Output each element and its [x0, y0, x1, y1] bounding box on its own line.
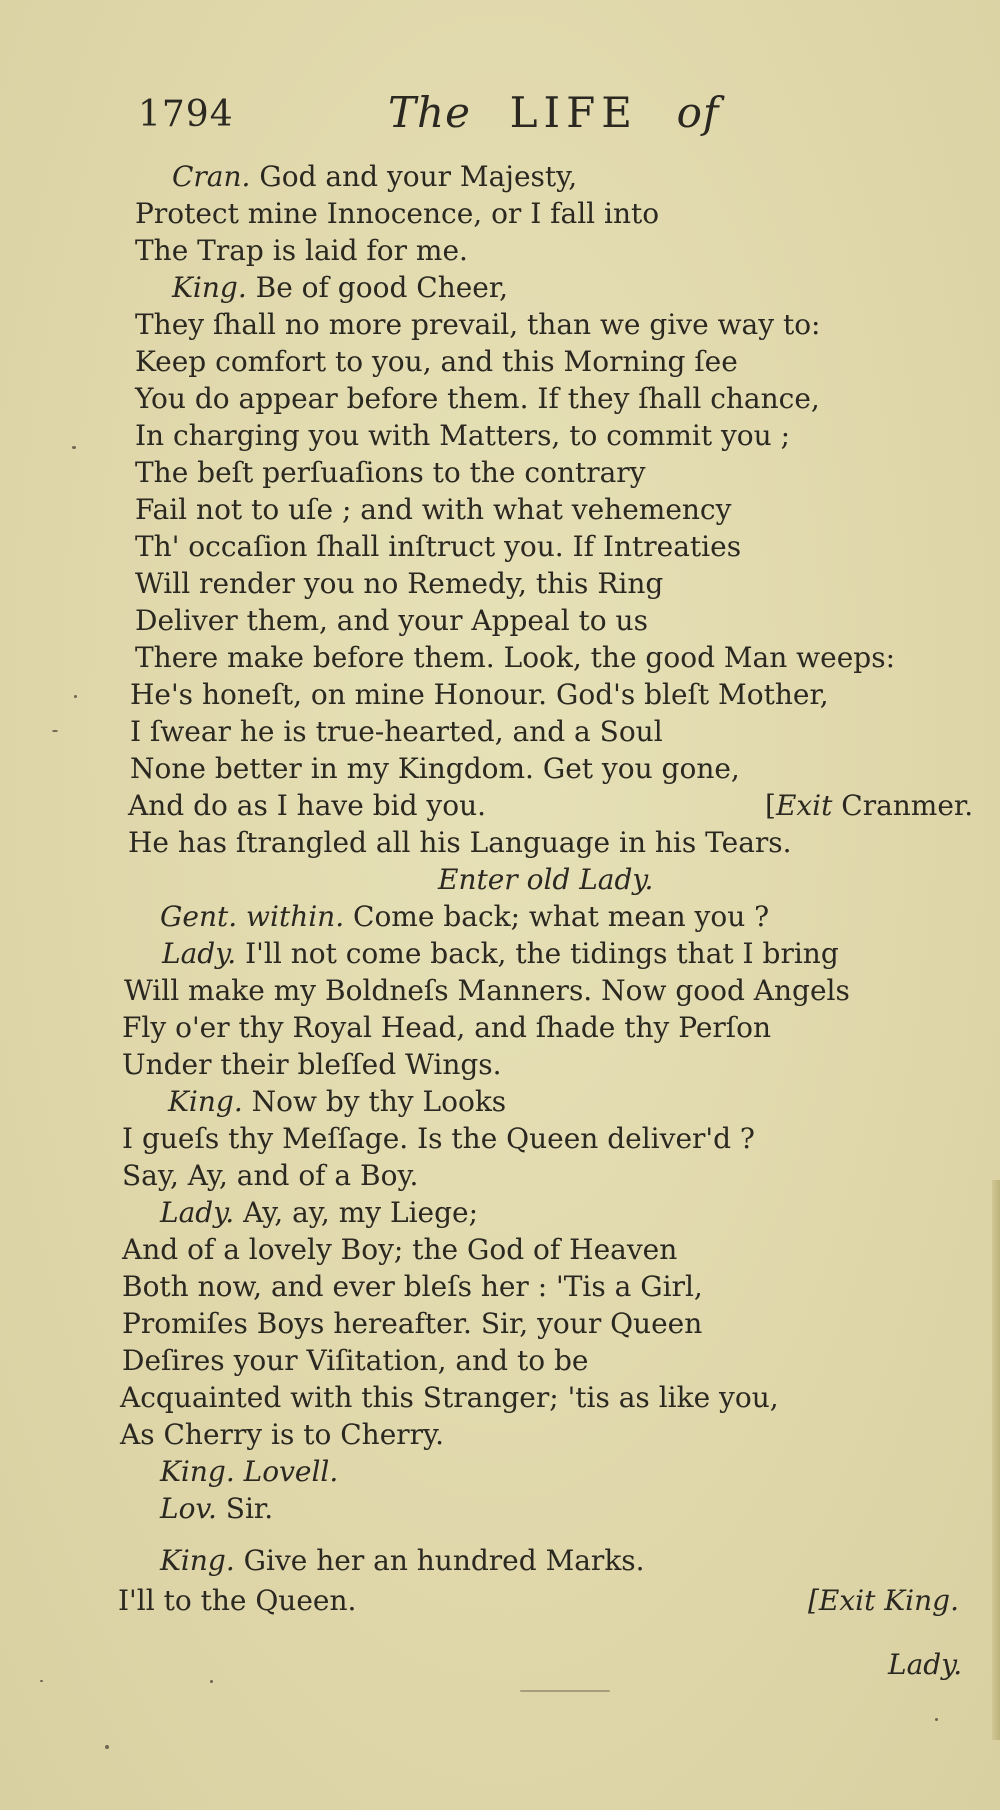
text-line	[128, 789, 486, 823]
line-text: I gueſs thy Meſſage. Is the Queen deliver'd ?	[122, 1122, 755, 1155]
running-title	[388, 88, 719, 137]
text-line	[135, 567, 663, 601]
text-line	[122, 1122, 755, 1156]
text-line	[135, 345, 738, 379]
exit-name: Cranmer.	[832, 789, 974, 822]
line-text: Protect mine Innocence, or I fall into	[135, 197, 660, 230]
stage-direction-enter-lady	[438, 863, 653, 897]
ink-speck	[72, 446, 76, 449]
text-line	[162, 937, 839, 971]
ink-speck	[74, 695, 77, 698]
text-line	[122, 1048, 502, 1082]
line-text: And do as I have bid you.	[128, 789, 487, 822]
line-text: God and your Majesty,	[250, 160, 578, 193]
line-text: He's honeſt, on mine Honour. God's bleſt Mother,	[130, 678, 829, 711]
speaker-label: Lov.	[160, 1492, 217, 1525]
text-line	[122, 1344, 588, 1378]
text-line	[135, 641, 895, 675]
text-line	[122, 1159, 418, 1193]
text-line	[160, 1455, 338, 1489]
page-edge-shadow	[992, 1180, 1000, 1740]
line-text: Will make my Boldneſs Manners. Now good Angels	[124, 974, 850, 1007]
line-text: Under their bleſſed Wings.	[122, 1048, 502, 1081]
text-line	[120, 1418, 444, 1452]
ink-speck	[52, 730, 58, 732]
ink-speck	[40, 1680, 43, 1682]
line-text: Both now, and ever bleſs her : 'Tis a Girl,	[122, 1270, 703, 1303]
line-text: Give her an hundred Marks.	[234, 1544, 645, 1577]
text-line	[135, 308, 821, 342]
text-line	[120, 1381, 779, 1415]
line-text: Will render you no Remedy, this Ring	[135, 567, 664, 600]
line-text: Now by thy Looks	[242, 1085, 507, 1118]
text-line	[135, 382, 820, 416]
line-text: Deliver them, and your Appeal to us	[135, 604, 648, 637]
line-text: You do appear before them. If they ſhall chance,	[135, 382, 820, 415]
running-title-the: The	[388, 88, 471, 137]
text-line	[160, 1492, 273, 1526]
ink-speck	[210, 1680, 213, 1683]
line-text: Sir.	[216, 1492, 274, 1525]
line-text: He has ſtrangled all his Language in his Tears.	[128, 826, 792, 859]
line-text: Keep comfort to you, and this Morning ſee	[135, 345, 738, 378]
line-text: Acquainted with this Stranger; 'tis as like you,	[120, 1381, 779, 1414]
stage-direction-exit-king: [Exit King.	[808, 1584, 959, 1617]
speaker-label: Lady.	[162, 937, 237, 970]
line-text: The beſt perſuaſions to the contrary	[135, 456, 646, 489]
text-line	[135, 456, 646, 490]
stage-direction-exit-cranmer	[765, 789, 973, 822]
speaker-label: King.	[168, 1085, 243, 1118]
line-text: The Trap is laid for me.	[135, 234, 468, 267]
text-line	[130, 678, 829, 712]
line-text: As Cherry is to Cherry.	[120, 1418, 445, 1451]
line-text: I'll not come back, the tidings that I bring	[236, 937, 839, 970]
text-line	[122, 1011, 771, 1045]
text-line	[135, 197, 659, 231]
text-line	[135, 419, 790, 453]
line-text: Enter old Lady.	[438, 863, 654, 896]
line-text: And of a lovely Boy; the God of Heaven	[122, 1233, 678, 1266]
line-text: Ay, ay, my Liege;	[234, 1196, 479, 1229]
text-line	[130, 752, 740, 786]
text-line	[118, 1584, 356, 1618]
exit-bracket: [	[765, 789, 776, 822]
line-text: Be of good Cheer,	[246, 271, 509, 304]
speaker-label: Gent. within.	[160, 900, 345, 933]
ink-speck	[105, 1745, 109, 1749]
line-text: None better in my Kingdom. Get you gone,	[130, 752, 740, 785]
page-number: 1794	[138, 94, 234, 135]
text-line	[172, 271, 508, 305]
text-line	[130, 715, 663, 749]
line-text: There make before them. Look, the good Man weeps:	[135, 641, 896, 674]
page-header	[138, 88, 738, 148]
line-text: Lovell.	[234, 1455, 339, 1488]
text-line	[128, 826, 792, 860]
text-line	[135, 604, 648, 638]
text-line	[135, 493, 731, 527]
running-title-of: of	[676, 88, 720, 137]
text-line	[168, 1085, 506, 1119]
text-line	[160, 1544, 645, 1578]
line-text: Th' occaſion ſhall inſtruct you. If Intreaties	[135, 530, 742, 563]
line-text: Say, Ay, and of a Boy.	[122, 1159, 419, 1192]
text-line	[172, 160, 577, 194]
speaker-label: King.	[172, 271, 247, 304]
text-line	[135, 530, 741, 564]
line-text: They ſhall no more prevail, than we give way to:	[135, 308, 821, 341]
ink-speck	[935, 1718, 938, 1721]
ink-smudge	[520, 1690, 610, 1692]
catchword: Lady.	[888, 1648, 963, 1681]
speaker-label: Cran.	[172, 160, 251, 193]
text-line	[124, 974, 850, 1008]
line-text: In charging you with Matters, to commit you ;	[135, 419, 791, 452]
line-text: Deſires your Viſitation, and to be	[122, 1344, 589, 1377]
line-text: Come back; what mean you ?	[344, 900, 770, 933]
speaker-label: King.	[160, 1544, 235, 1577]
line-text: I'll to the Queen.	[118, 1584, 357, 1617]
exit-word: Exit	[775, 789, 833, 822]
text-line	[122, 1307, 702, 1341]
text-line	[122, 1270, 703, 1304]
speaker-label: King.	[160, 1455, 235, 1488]
line-text: Promiſes Boys hereafter. Sir, your Queen	[122, 1307, 703, 1340]
line-text: Fail not to uſe ; and with what vehemency	[135, 493, 732, 526]
line-text: I ſwear he is true-hearted, and a Soul	[130, 715, 663, 748]
text-line	[122, 1233, 677, 1267]
speaker-label: Lady.	[160, 1196, 235, 1229]
text-line	[135, 234, 468, 268]
text-line	[160, 900, 769, 934]
line-text: Fly o'er thy Royal Head, and ſhade thy Perſon	[122, 1011, 772, 1044]
running-title-life: LIFE	[509, 88, 638, 137]
text-line	[160, 1196, 478, 1230]
